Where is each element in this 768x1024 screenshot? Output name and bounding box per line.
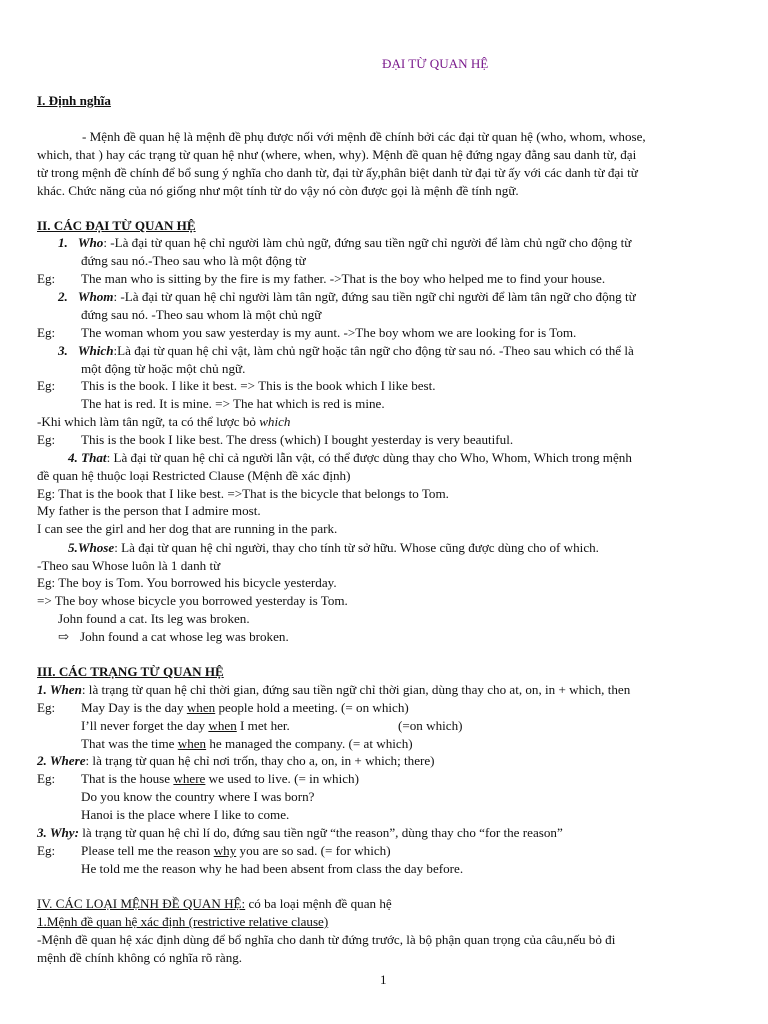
whose-definition-cont: -Theo sau Whose luôn là 1 danh từ	[37, 558, 221, 573]
which-example: Eg: This is the book I like best. The dress (which) I bought yesterday is very beautiful.	[37, 432, 514, 447]
that-definition: 4. That: Là đại từ quan hệ chỉ cả người lẫn vật, có thể được dùng thay cho Who, Whom, Which trong mệnh	[68, 450, 632, 465]
whose-example: => The boy whose bicycle you borrowed yesterday is Tom.	[37, 593, 348, 608]
who-example: Eg: The man who is sitting by the fire is my father. ->That is the boy who helped me to find your house.	[37, 271, 606, 286]
that-definition-cont: đề quan hệ thuộc loại Restricted Clause (Mệnh đề xác định)	[37, 468, 351, 483]
that-example: Eg: That is the book that I like best. =>That is the bicycle that belongs to Tom.	[37, 486, 449, 501]
why-example: Eg: Please tell me the reason why you are so sad. (= for which)	[37, 843, 391, 858]
which-example: The hat is red. It is mine. => The hat which is red is mine.	[81, 396, 385, 411]
arrow-right-icon: ⇨	[58, 629, 69, 644]
where-example: Do you know the country where I was born?	[81, 789, 315, 804]
which-definition: 3. Which:Là đại từ quan hệ chỉ vật, làm chủ ngữ hoặc tân ngữ cho động từ sau nó. -Theo sau which có thể là	[58, 343, 634, 358]
section-3-heading: III. CÁC TRẠNG TỪ QUAN HỆ	[37, 664, 224, 679]
why-example: He told me the reason why he had been absent from class the day before.	[81, 861, 464, 876]
when-example: That was the time when he managed the company. (= at which)	[81, 736, 413, 751]
when-example: Eg: May Day is the day when people hold a meeting. (= on which)	[37, 700, 409, 715]
section-4-subheading: 1.Mệnh đề quan hệ xác định (restrictive relative clause)	[37, 914, 329, 929]
when-example: I’ll never forget the day when I met her.	[81, 718, 290, 733]
which-note: -Khi which làm tân ngữ, ta có thể lược bỏ which	[37, 414, 291, 429]
paragraph-line: mệnh đề chính không có nghĩa rõ ràng.	[37, 950, 243, 965]
that-example: I can see the girl and her dog that are running in the park.	[37, 521, 338, 536]
who-definition-cont: đứng sau nó.-Theo sau who là một động từ	[81, 253, 306, 268]
when-example-note: (=on which)	[398, 718, 463, 733]
page-number: 1	[380, 972, 387, 987]
whom-definition-cont: đứng sau nó. -Theo sau whom là một chủ ngữ	[81, 307, 322, 322]
why-definition: 3. Why: là trạng từ quan hệ chỉ lí do, đứng sau tiền ngữ “the reason”, dùng thay cho “for the reason”	[37, 825, 563, 840]
section-1-heading: I. Định nghĩa	[37, 93, 111, 108]
that-example: My father is the person that I admire most.	[37, 503, 261, 518]
which-example: Eg: This is the book. I like it best. => This is the book which I like best.	[37, 378, 436, 393]
whom-example: Eg: The woman whom you saw yesterday is my aunt. ->The boy whom we are looking for is Tom.	[37, 325, 577, 340]
paragraph-line: -Mệnh đề quan hệ xác định dùng để bổ nghĩa cho danh từ đứng trước, là bộ phận quan trọng của câu,nếu bỏ đi	[37, 932, 616, 947]
section-2-heading: II. CÁC ĐẠI TỪ QUAN HỆ	[37, 218, 196, 233]
section-4-heading: IV. CÁC LOẠI MỆNH ĐỀ QUAN HỆ: có ba loại mệnh đề quan hệ	[37, 896, 392, 911]
whose-example: John found a cat. Its leg was broken.	[58, 611, 250, 626]
when-definition: 1. When: là trạng từ quan hệ chỉ thời gian, đứng sau tiền ngữ chỉ thời gian, dùng thay cho at, on, in + which, then	[37, 682, 631, 697]
whose-definition: 5.Whose: Là đại từ quan hệ chỉ người, thay cho tính từ sở hữu. Whose cũng được dùng cho of which.	[68, 540, 599, 555]
where-example: Hanoi is the place where I like to come.	[81, 807, 290, 822]
which-definition-cont: một động từ hoặc một chủ ngữ.	[81, 361, 246, 376]
whom-definition: 2. Whom: -Là đại từ quan hệ chỉ người làm tân ngữ, đứng sau tiền ngữ chỉ người để làm tân ngữ cho động từ	[58, 289, 636, 304]
who-definition: 1. Who: -Là đại từ quan hệ chỉ người làm chủ ngữ, đứng sau tiền ngữ chỉ người để làm chủ ngữ cho động từ	[58, 235, 632, 250]
paragraph-line: khác. Chức năng của nó giống như một tính từ do vậy nó còn được gọi là mệnh đề tính ngữ.	[37, 183, 519, 198]
where-definition: 2. Where: là trạng từ quan hệ chỉ nơi trốn, thay cho a, on, in + which; there)	[37, 753, 435, 768]
paragraph-line: which, that ) hay các trạng từ quan hệ như (where, when, why). Mệnh đề quan hệ đứng ngay đằng sau danh từ, đại	[37, 147, 637, 162]
whose-example: ⇨ John found a cat whose leg was broken.	[58, 629, 289, 644]
document-title: ĐẠI TỪ QUAN HỆ	[382, 56, 489, 71]
paragraph-line: - Mệnh đề quan hệ là mệnh đề phụ được nối với mệnh đề chính bởi các đại từ quan hệ (who, whom, whose,	[82, 129, 646, 144]
whose-example: Eg: The boy is Tom. You borrowed his bicycle yesterday.	[37, 575, 337, 590]
paragraph-line: từ trong mệnh đề chính để bổ sung ý nghĩa cho danh từ, đại từ ấy,phân biệt danh từ đại từ ấy với các danh từ đại từ	[37, 165, 638, 180]
where-example: Eg: That is the house where we used to live. (= in which)	[37, 771, 359, 786]
